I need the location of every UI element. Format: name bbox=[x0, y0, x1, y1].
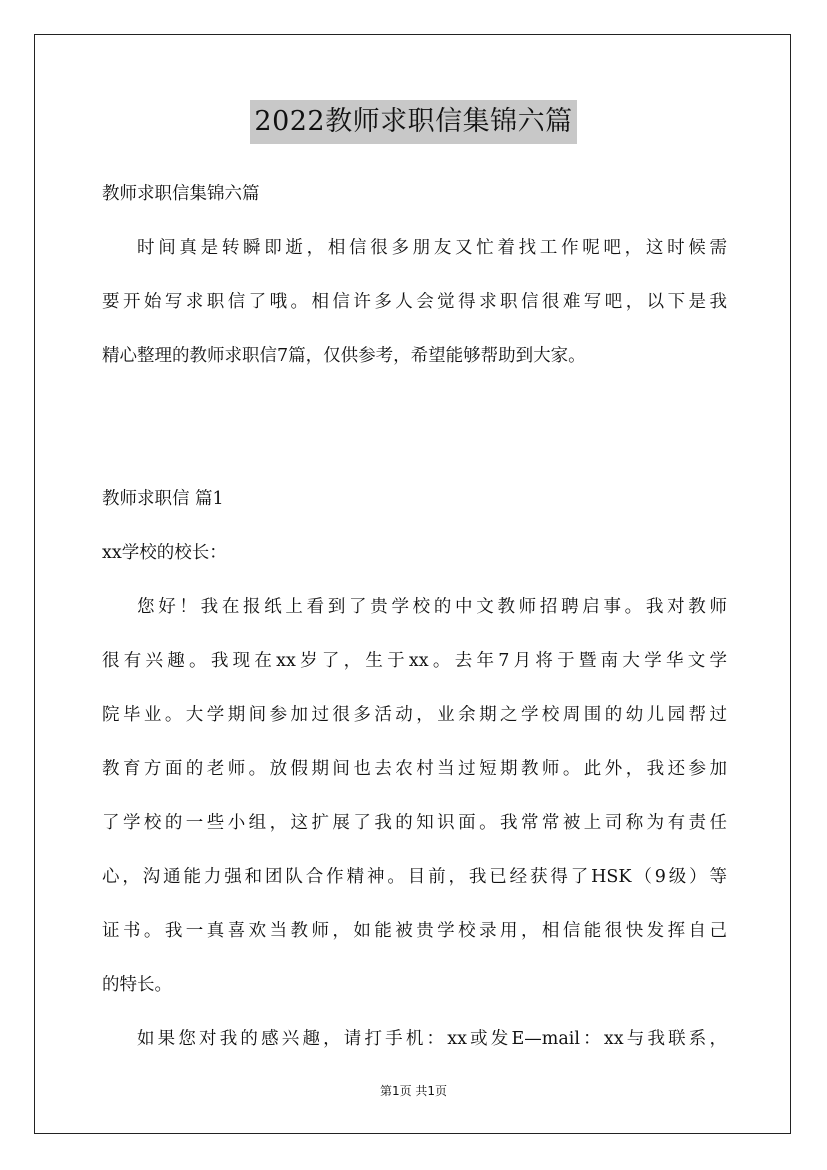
title-block bbox=[0, 100, 827, 144]
text-line: 要开始写求职信了哦。相信许多人会觉得求职信很难写吧，以下是我 bbox=[102, 292, 727, 312]
page-footer: 第1页 共1页 bbox=[379, 1084, 448, 1098]
document-body bbox=[102, 172, 727, 1071]
document-title: 2022教师求职信集锦六篇 bbox=[250, 100, 576, 144]
text-line: 教师求职信集锦六篇 bbox=[102, 184, 260, 204]
text-line: 了学校的一些小组，这扩展了我的知识面。我常常被上司称为有责任 bbox=[102, 813, 727, 833]
paragraph-gap bbox=[102, 406, 727, 460]
text-line: 教师求职信 篇1 bbox=[102, 489, 224, 509]
text-line: 您好！我在报纸上看到了贵学校的中文教师招聘启事。我对教师 bbox=[137, 597, 727, 617]
text-line: 证书。我一真喜欢当教师，如能被贵学校录用，相信能很快发挥自己 bbox=[102, 921, 727, 941]
text-line: 心，沟通能力强和团队合作精神。目前，我已经获得了HSK（9级）等 bbox=[102, 867, 727, 887]
text-line: xx学校的校长： bbox=[102, 543, 227, 563]
text-line: 教育方面的老师。放假期间也去农村当过短期教师。此外，我还参加 bbox=[102, 759, 727, 779]
text-line: 院毕业。大学期间参加过很多活动，业余期之学校周围的幼儿园帮过 bbox=[102, 705, 727, 725]
text-line: 如果您对我的感兴趣，请打手机：xx或发E—mail：xx与我联系， bbox=[137, 1029, 727, 1049]
text-line: 的特长。 bbox=[102, 975, 172, 995]
text-line: 很有兴趣。我现在xx岁了，生于xx。去年7月将于暨南大学华文学 bbox=[102, 651, 727, 671]
text-line: 时间真是转瞬即逝，相信很多朋友又忙着找工作呢吧，这时候需 bbox=[137, 238, 727, 258]
text-line: 精心整理的教师求职信7篇，仅供参考，希望能够帮助到大家。 bbox=[102, 346, 586, 366]
